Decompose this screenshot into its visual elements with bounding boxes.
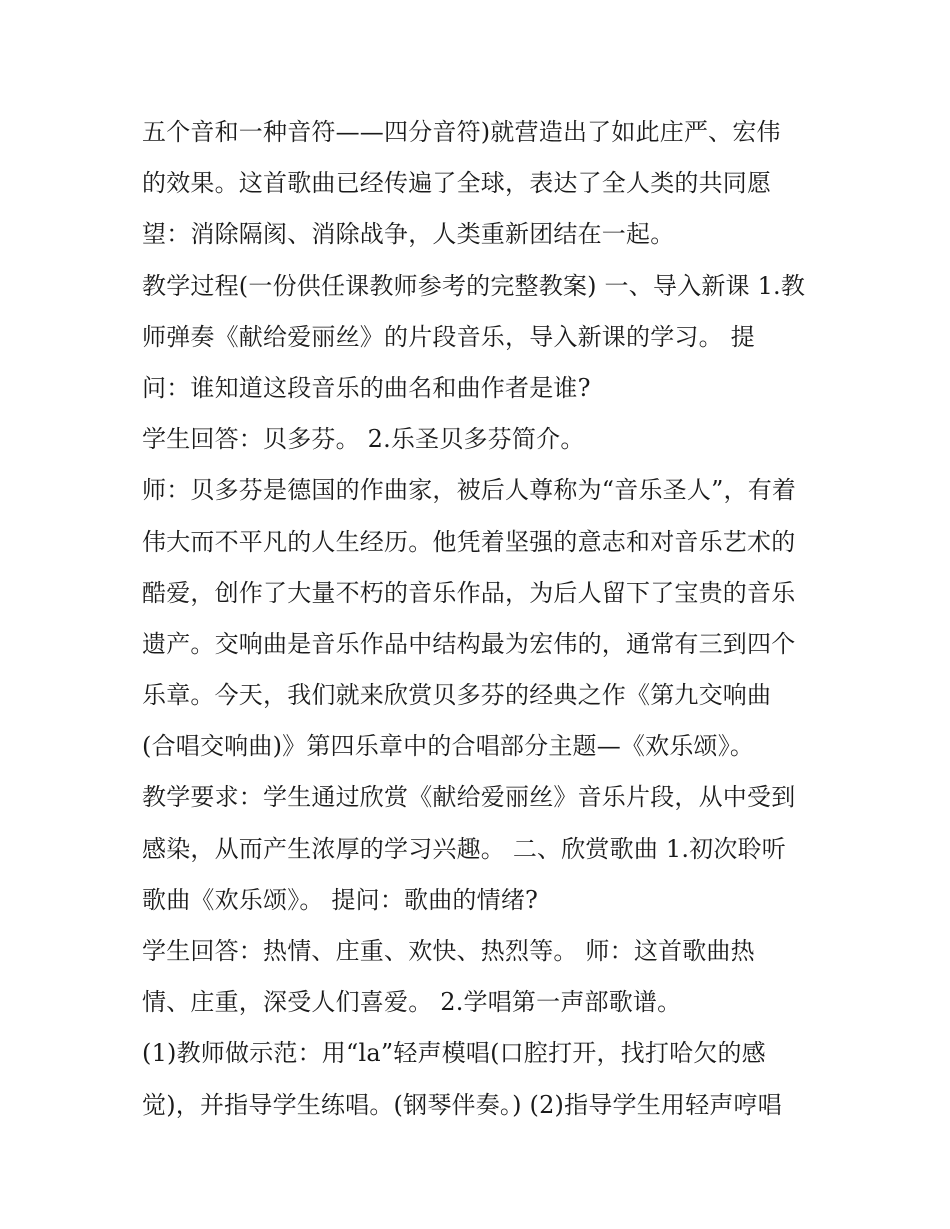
text-line: 五个音和一种音符——四分音符)就营造出了如此庄严、宏伟 <box>142 118 781 146</box>
text-line: 师：贝多芬是德国的作曲家，被后人尊称为“音乐圣人”，有着 <box>142 476 797 505</box>
text-line: 学生回答：热情、庄重、欢快、热烈等。 师：这首歌曲热 <box>142 937 755 965</box>
text-line: 学生回答：贝多芬。 2.乐圣贝多芬简介。 <box>142 425 585 454</box>
text-line: 问：谁知道这段音乐的曲名和曲作者是谁? <box>142 373 591 402</box>
text-line: 乐章。今天，我们就来欣赏贝多芬的经典之作《第九交响曲 <box>142 681 772 710</box>
text-line: 教学过程(一份供任课教师参考的完整教案) 一、导入新课 1.教 <box>142 271 806 300</box>
text-line: 情、庄重，深受人们喜爱。 2.学唱第一声部歌谱。 <box>142 988 682 1017</box>
text-line: 师弹奏《献给爱丽丝》的片段音乐，导入新课的学习。 提 <box>142 322 755 351</box>
body-text <box>142 107 842 1131</box>
text-line: 遗产。交响曲是音乐作品中结构最为宏伟的，通常有三到四个 <box>142 629 796 658</box>
text-line: 的效果。这首歌曲已经传遍了全球，表达了全人类的共同愿 <box>142 169 772 198</box>
text-line: 歌曲《欢乐颂》。 提问：歌曲的情绪? <box>142 885 539 914</box>
text-line: 酷爱，创作了大量不朽的音乐作品，为后人留下了宝贵的音乐 <box>142 578 796 607</box>
text-line: 感染，从而产生浓厚的学习兴趣。 二、欣赏歌曲 1.初次聆听 <box>142 834 786 863</box>
text-line: 伟大而不平凡的人生经历。他凭着坚强的意志和对音乐艺术的 <box>142 527 796 556</box>
text-line: (合唱交响曲)》第四乐章中的合唱部分主题—《欢乐颂》。 <box>142 732 755 761</box>
text-line: 教学要求：学生通过欣赏《献给爱丽丝》音乐片段，从中受到 <box>142 783 796 812</box>
text-line: 觉)，并指导学生练唱。(钢琴伴奏。) (2)指导学生用轻声哼唱 <box>142 1090 782 1119</box>
text-line: 望：消除隔阂、消除战争，人类重新团结在一起。 <box>142 220 675 249</box>
text-line: (1)教师做示范：用“la”轻声模唱(口腔打开，找打哈欠的感 <box>142 1039 766 1068</box>
